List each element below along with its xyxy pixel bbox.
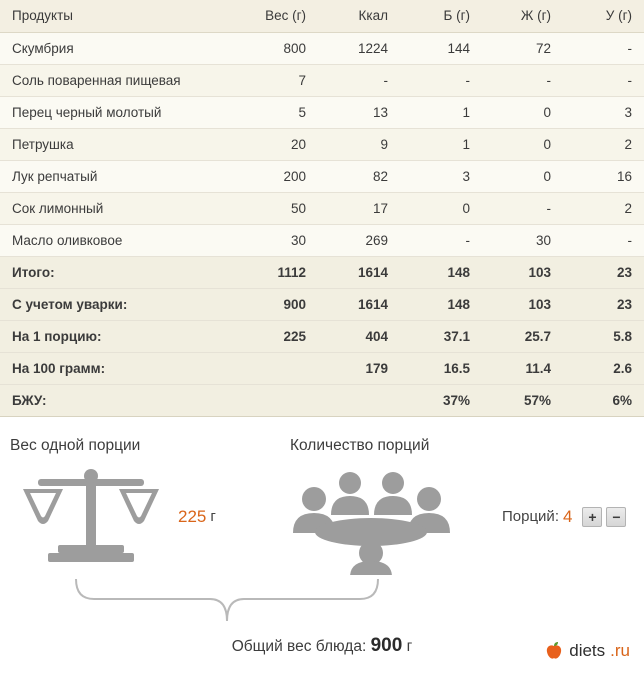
- portion-stepper: [582, 507, 626, 527]
- scale-illustration-block: [18, 465, 268, 575]
- cell-kcal: 13: [318, 96, 400, 128]
- table-row: [0, 224, 644, 256]
- portion-panel: [0, 417, 644, 675]
- cell-protein: 37.1: [400, 320, 482, 352]
- cell-fat: 25.7: [482, 320, 563, 352]
- portion-count-label: Порций:: [502, 508, 559, 525]
- cell-weight: 1112: [236, 256, 318, 288]
- cell-weight: 800: [236, 32, 318, 64]
- cell-fat: 57%: [482, 384, 563, 416]
- portion-weight-value-row: [178, 507, 216, 527]
- cell-weight: 30: [236, 224, 318, 256]
- people-illustration-block: [290, 465, 620, 575]
- cell-protein: -: [400, 64, 482, 96]
- cell-fat: 0: [482, 96, 563, 128]
- table-row: [0, 32, 644, 64]
- cell-kcal: 1614: [318, 256, 400, 288]
- portion-decrease-button[interactable]: −: [606, 507, 626, 527]
- column-header-fat: Ж (г): [482, 0, 563, 32]
- cell-kcal: 269: [318, 224, 400, 256]
- table-summary-row: [0, 256, 644, 288]
- column-header-protein: Б (г): [400, 0, 482, 32]
- cell-kcal: 82: [318, 160, 400, 192]
- cell-product: Соль поваренная пищевая: [0, 64, 236, 96]
- cell-weight: 900: [236, 288, 318, 320]
- apple-icon: [544, 641, 564, 661]
- cell-carbs: 6%: [563, 384, 644, 416]
- site-logo[interactable]: [544, 641, 630, 661]
- cell-carbs: 5.8: [563, 320, 644, 352]
- cell-fat: 72: [482, 32, 563, 64]
- cell-protein: 144: [400, 32, 482, 64]
- cell-fat: 0: [482, 128, 563, 160]
- cell-product: Петрушка: [0, 128, 236, 160]
- balance-scale-icon: [18, 465, 168, 575]
- table-summary-row: [0, 320, 644, 352]
- portion-weight-unit: г: [210, 508, 216, 525]
- portion-count-value-row: [502, 507, 626, 527]
- cell-carbs: 16: [563, 160, 644, 192]
- column-header-kcal: Ккал: [318, 0, 400, 32]
- table-summary-row: [0, 384, 644, 416]
- cell-carbs: 2.6: [563, 352, 644, 384]
- cell-kcal: 404: [318, 320, 400, 352]
- cell-protein: 1: [400, 96, 482, 128]
- cell-product: Сок лимонный: [0, 192, 236, 224]
- cell-product: С учетом уварки:: [0, 288, 236, 320]
- cell-product: Перец черный молотый: [0, 96, 236, 128]
- cell-protein: 1: [400, 128, 482, 160]
- cell-kcal: 17: [318, 192, 400, 224]
- cell-weight: 20: [236, 128, 318, 160]
- cell-product: Скумбрия: [0, 32, 236, 64]
- curly-brace-icon: [72, 577, 382, 629]
- total-weight-unit: г: [406, 637, 413, 655]
- total-weight-value: 900: [370, 634, 403, 656]
- column-header-product: Продукты: [0, 0, 236, 32]
- table-row: [0, 160, 644, 192]
- cell-weight: 7: [236, 64, 318, 96]
- cell-kcal: 9: [318, 128, 400, 160]
- cell-kcal: 179: [318, 352, 400, 384]
- cell-fat: 0: [482, 160, 563, 192]
- cell-carbs: 2: [563, 128, 644, 160]
- cell-protein: 148: [400, 256, 482, 288]
- cell-carbs: -: [563, 224, 644, 256]
- cell-weight: [236, 352, 318, 384]
- table-row: [0, 64, 644, 96]
- cell-fat: -: [482, 192, 563, 224]
- cell-carbs: 23: [563, 256, 644, 288]
- cell-weight: 200: [236, 160, 318, 192]
- cell-weight: [236, 384, 318, 416]
- column-header-weight: Вес (г): [236, 0, 318, 32]
- cell-product: Масло оливковое: [0, 224, 236, 256]
- cell-product: На 1 порцию:: [0, 320, 236, 352]
- cell-fat: 30: [482, 224, 563, 256]
- portion-weight-title: Вес одной порции: [10, 436, 141, 454]
- cell-product: На 100 грамм:: [0, 352, 236, 384]
- cell-fat: 103: [482, 256, 563, 288]
- portion-increase-button[interactable]: +: [582, 507, 602, 527]
- cell-protein: 16.5: [400, 352, 482, 384]
- cell-product: Итого:: [0, 256, 236, 288]
- cell-protein: 3: [400, 160, 482, 192]
- portion-count-value: 4: [562, 506, 573, 526]
- cell-carbs: -: [563, 64, 644, 96]
- portion-weight-value: 225: [178, 506, 207, 526]
- cell-weight: 50: [236, 192, 318, 224]
- table-row: [0, 192, 644, 224]
- cell-kcal: 1614: [318, 288, 400, 320]
- cell-product: БЖУ:: [0, 384, 236, 416]
- logo-name: diets: [569, 640, 606, 660]
- cell-weight: 5: [236, 96, 318, 128]
- cell-protein: 148: [400, 288, 482, 320]
- cell-fat: 103: [482, 288, 563, 320]
- cell-kcal: 1224: [318, 32, 400, 64]
- logo-suffix: .ru: [610, 640, 630, 660]
- table-summary-row: [0, 352, 644, 384]
- cell-fat: 11.4: [482, 352, 563, 384]
- cell-kcal: -: [318, 64, 400, 96]
- table-header-row: [0, 0, 644, 32]
- column-header-carbs: У (г): [563, 0, 644, 32]
- table-row: [0, 96, 644, 128]
- cell-weight: 225: [236, 320, 318, 352]
- cell-kcal: [318, 384, 400, 416]
- portion-count-title: Количество порций: [290, 436, 430, 454]
- cell-protein: -: [400, 224, 482, 256]
- cell-product: Лук репчатый: [0, 160, 236, 192]
- cell-carbs: 3: [563, 96, 644, 128]
- cell-carbs: 2: [563, 192, 644, 224]
- cell-fat: -: [482, 64, 563, 96]
- cell-protein: 0: [400, 192, 482, 224]
- table-summary-row: [0, 288, 644, 320]
- table-row: [0, 128, 644, 160]
- cell-carbs: 23: [563, 288, 644, 320]
- people-at-table-icon: [290, 465, 480, 575]
- cell-carbs: -: [563, 32, 644, 64]
- cell-protein: 37%: [400, 384, 482, 416]
- total-weight-label: Общий вес блюда:: [231, 637, 367, 655]
